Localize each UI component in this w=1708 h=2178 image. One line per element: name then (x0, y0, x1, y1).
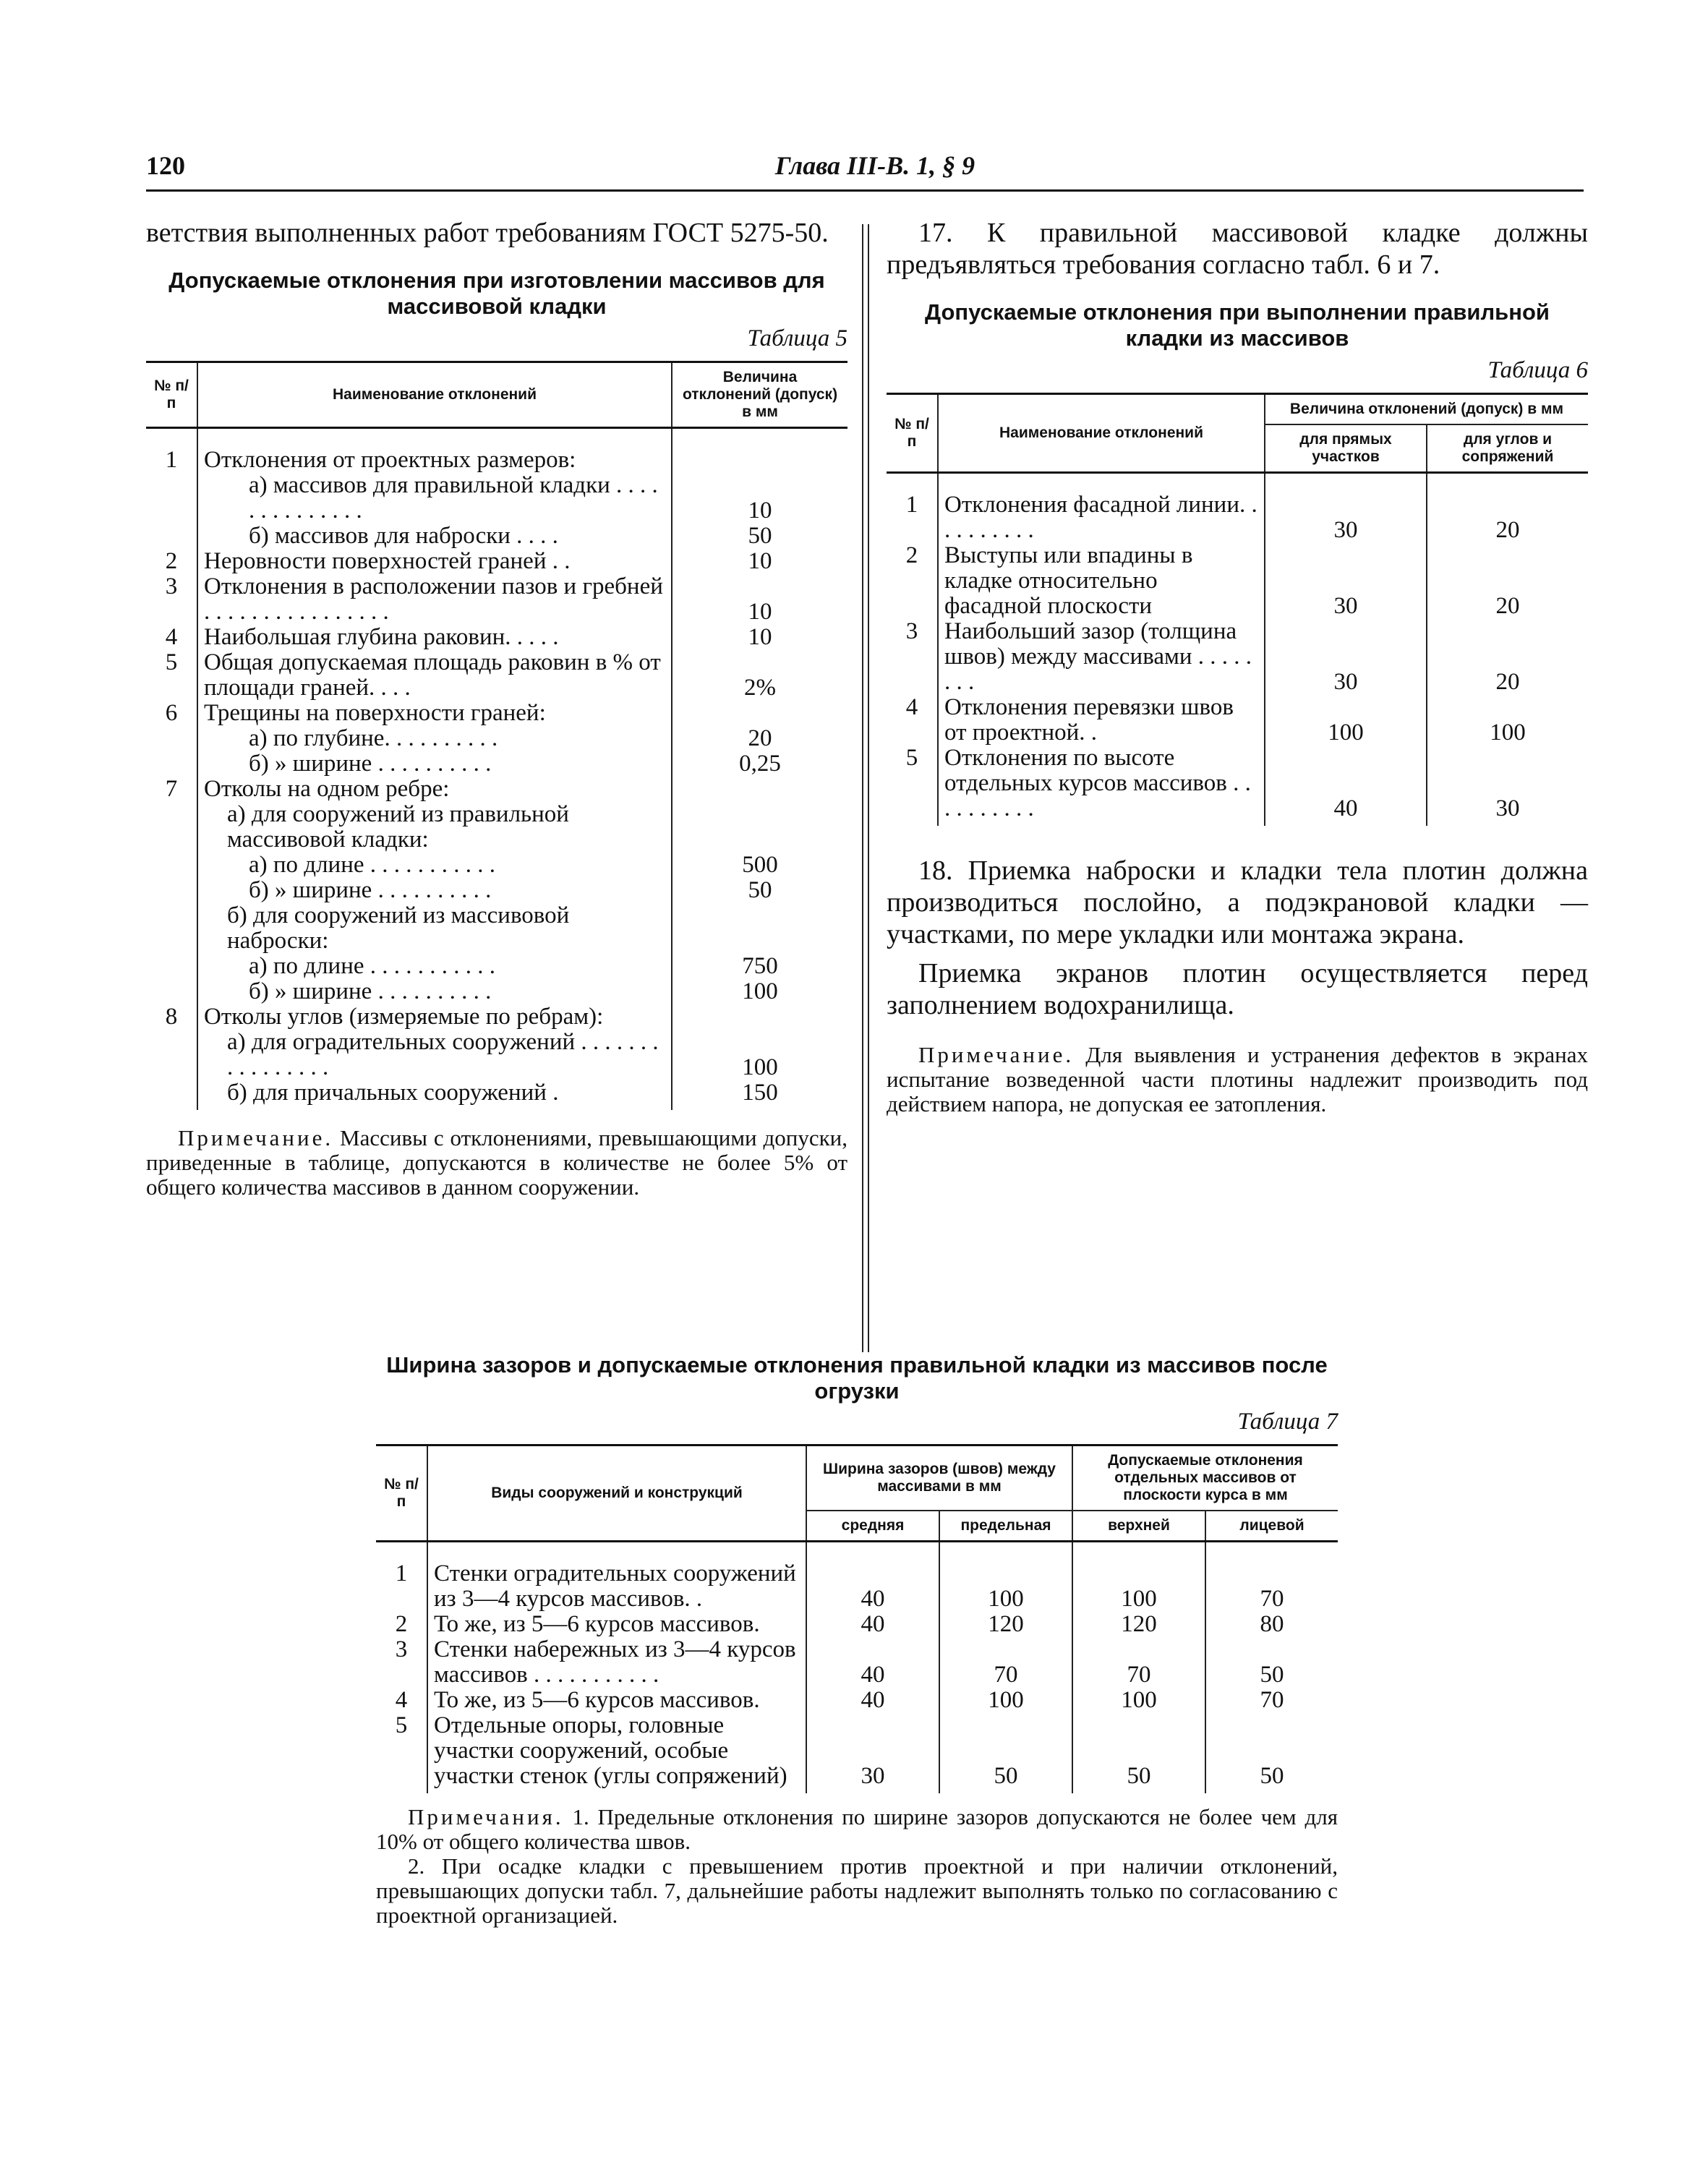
row-max: 70 (939, 1637, 1072, 1688)
table7-section (376, 1352, 1338, 1928)
table7-header-avg: средняя (806, 1511, 939, 1542)
row-number: 3 (165, 573, 178, 599)
table7-header-num: № п/п (384, 1476, 419, 1510)
table6-header-group: Величина отклонений (допуск) в мм (1265, 394, 1588, 425)
row-number (146, 1030, 197, 1080)
table-row (146, 1004, 847, 1030)
row-top: 50 (1072, 1713, 1205, 1793)
table6-caption: Допускаемые отклонения при выполнении правильной кладки из массивов (925, 299, 1550, 351)
table-row (376, 1637, 1338, 1688)
row-name: Отклонения по высоте отдельных курсов массивов . . . . . . . . . . (938, 746, 1265, 826)
table5-header-name: Наименование отклонений (197, 362, 672, 428)
row-face: 80 (1205, 1612, 1338, 1637)
table-row (146, 726, 847, 751)
table-row (887, 746, 1588, 826)
table-row (146, 701, 847, 726)
column-divider (862, 224, 863, 1352)
row-name: То же, из 5—6 курсов массивов. (427, 1612, 806, 1637)
table-row (146, 625, 847, 650)
row-number: 1 (165, 447, 178, 473)
row-value: 0,25 (672, 751, 847, 777)
row-straight: 30 (1265, 473, 1427, 544)
row-face: 70 (1205, 1542, 1338, 1613)
row-max: 100 (939, 1688, 1072, 1713)
row-number (146, 751, 197, 777)
table5-body (146, 428, 847, 1111)
row-face: 50 (1205, 1713, 1338, 1793)
row-value: 2% (672, 650, 847, 701)
table6-label: Таблица 6 (1487, 357, 1588, 383)
row-value: 20 (672, 726, 847, 751)
table7-header-dev-group: Допускаемые отклонения отдельных массивов от плоскости курса в мм (1072, 1445, 1338, 1511)
row-name: б) » ширине . . . . . . . . . . (197, 751, 672, 777)
row-number: 6 (165, 700, 178, 726)
table-row (146, 1030, 847, 1080)
row-name: а) по глубине. . . . . . . . . . (197, 726, 672, 751)
table-row (146, 954, 847, 979)
table6-header-straight: для прямых участков (1265, 424, 1427, 473)
row-value (672, 903, 847, 954)
row-number: 5 (165, 649, 178, 675)
note-lead: Примечание. (178, 1125, 334, 1150)
table-row (146, 878, 847, 903)
intro-paragraph: ветствия выполненных работ требованиям ГОСТ 5275-50. (146, 218, 829, 248)
table7-label: Таблица 7 (1237, 1409, 1338, 1435)
row-number: 4 (395, 1687, 408, 1713)
left-column (146, 217, 847, 1200)
row-value: 50 (672, 878, 847, 903)
row-number: 4 (905, 694, 918, 720)
row-name: б) » ширине . . . . . . . . . . (197, 878, 672, 903)
row-number (146, 802, 197, 853)
table7-header-max: предельная (939, 1511, 1072, 1542)
table7-header-top: верхней (1072, 1511, 1205, 1542)
row-value: 100 (672, 979, 847, 1004)
table-row (146, 777, 847, 802)
row-face: 50 (1205, 1637, 1338, 1688)
row-name: Неровности поверхностей граней . . (197, 549, 672, 574)
row-max: 100 (939, 1542, 1072, 1613)
right-note (887, 1043, 1588, 1116)
table5-caption: Допускаемые отклонения при изготовлении массивов для массивовой кладки (168, 268, 825, 319)
table6-header-corners: для углов и сопряжений (1427, 424, 1588, 473)
row-number (146, 726, 197, 751)
row-corners: 20 (1427, 473, 1588, 544)
row-value: 10 (672, 574, 847, 625)
row-avg: 40 (806, 1637, 939, 1688)
page-number: 120 (146, 151, 185, 180)
row-top: 70 (1072, 1637, 1205, 1688)
row-value (672, 701, 847, 726)
row-name: Отколы на одном ребре: (197, 777, 672, 802)
row-name: а) для сооружений из правильной массивовой кладки: (197, 802, 672, 853)
paragraph-17: 17. К правильной массивовой кладке должны предъявляться требования согласно табл. 6 и 7. (887, 218, 1588, 280)
table6-body (887, 473, 1588, 827)
table-row (146, 524, 847, 549)
row-value: 10 (672, 549, 847, 574)
paragraph-18: 18. Приемка наброски и кладки тела плотин должна производиться послойно, а подэкрановой кладки — участками, по мере укладки или монтажа экрана. (887, 855, 1588, 949)
row-name: Отдельные опоры, головные участки сооружений, особые участки стенок (углы сопряжений) (427, 1713, 806, 1793)
column-divider (868, 224, 869, 1352)
paragraph-18b: Приемка экранов плотин осуществляется перед заполнением водохранилища. (887, 958, 1588, 1020)
row-number: 5 (395, 1712, 408, 1738)
row-number: 3 (395, 1636, 408, 1662)
row-value: 100 (672, 1030, 847, 1080)
row-name: Выступы или впадины в кладке относительно фасадной плоскости (938, 543, 1265, 619)
table7-note2: 2. При осадке кладки с превышением против проектной и при наличии отклонений, превышающих допуски табл. 7, дальнейшие работы надлежит выполнять только по согласованию с проектной организацией. (376, 1853, 1338, 1928)
table-row (376, 1612, 1338, 1637)
row-value (672, 777, 847, 802)
row-name: Наибольший зазор (толщина швов) между массивами . . . . . . . . (938, 619, 1265, 695)
table-row (146, 428, 847, 474)
row-corners: 20 (1427, 543, 1588, 619)
table-row (146, 1080, 847, 1110)
row-number: 8 (165, 1004, 178, 1030)
table-row (146, 853, 847, 878)
table5-label: Таблица 5 (747, 325, 847, 351)
table-row (887, 619, 1588, 695)
table-row (146, 549, 847, 574)
row-max: 50 (939, 1713, 1072, 1793)
table-row (146, 650, 847, 701)
table6-header-name: Наименование отклонений (938, 394, 1265, 473)
row-name: То же, из 5—6 курсов массивов. (427, 1688, 806, 1713)
row-number (146, 1080, 197, 1110)
table7-note1 (376, 1805, 1338, 1854)
row-avg: 30 (806, 1713, 939, 1793)
row-max: 120 (939, 1612, 1072, 1637)
table-row (376, 1713, 1338, 1793)
row-name: Трещины на поверхности граней: (197, 701, 672, 726)
row-name: Общая допускаемая площадь раковин в % от площади граней. . . . (197, 650, 672, 701)
row-number (146, 979, 197, 1004)
row-number: 2 (395, 1611, 408, 1637)
table5-header-value: Величина отклонений (допуск) в мм (672, 362, 847, 428)
row-straight: 30 (1265, 619, 1427, 695)
row-avg: 40 (806, 1688, 939, 1713)
row-number: 3 (905, 618, 918, 644)
table5 (146, 361, 847, 1110)
row-value (672, 428, 847, 474)
table5-note (146, 1126, 847, 1200)
table5-header-num: № п/п (154, 377, 189, 411)
table-row (146, 903, 847, 954)
row-number: 2 (905, 542, 918, 568)
row-number: 4 (165, 624, 178, 650)
table7-body (376, 1542, 1338, 1794)
table7 (376, 1444, 1338, 1793)
row-number: 5 (905, 745, 918, 771)
row-number: 1 (905, 492, 918, 518)
row-name: б) массивов для наброски . . . . (197, 524, 672, 549)
row-number (146, 524, 197, 549)
row-name: а) по длине . . . . . . . . . . . (197, 853, 672, 878)
row-name: Отклонения фасадной линии. . . . . . . . . . (938, 473, 1265, 544)
note-lead: Примечание. (918, 1042, 1075, 1067)
table-row (146, 751, 847, 777)
row-name: б) » ширине . . . . . . . . . . (197, 979, 672, 1004)
table-row (146, 473, 847, 524)
row-value: 10 (672, 625, 847, 650)
table6 (887, 393, 1588, 826)
row-number (146, 473, 197, 524)
table-row (146, 802, 847, 853)
row-value: 10 (672, 473, 847, 524)
row-name: а) по длине . . . . . . . . . . . (197, 954, 672, 979)
row-corners: 100 (1427, 695, 1588, 746)
row-avg: 40 (806, 1542, 939, 1613)
note-text: Массивы с отклонениями, превышающими допуски, приведенные в таблице, допускаются в количестве не более 5% от общего количества массивов в данном сооружении. (146, 1125, 847, 1200)
row-name: Стенки набережных из 3—4 курсов массивов . . . . . . . . . . . (427, 1637, 806, 1688)
note-text: 1. Предельные отклонения по ширине зазоров допускаются не более чем для 10% от общего количества швов. (376, 1804, 1338, 1854)
row-name: Отклонения от проектных размеров: (197, 428, 672, 474)
row-value (672, 802, 847, 853)
table-row (887, 543, 1588, 619)
row-value: 500 (672, 853, 847, 878)
chapter-header: Глава III-В. 1, § 9 (774, 151, 975, 180)
table7-header-name: Виды сооружений и конструкций (427, 1445, 806, 1542)
note-text: Для выявления и устранения дефектов в экранах испытание возведенной части плотины надлежит производить под действием напора, не допуская ее затопления. (887, 1042, 1588, 1116)
row-number: 1 (395, 1560, 408, 1586)
table7-header-gap-group: Ширина зазоров (швов) между массивами в мм (806, 1445, 1072, 1511)
row-name: Отколы углов (измеряемые по ребрам): (197, 1004, 672, 1030)
row-name: а) для оградительных сооружений . . . . . . . . . . . . . . . . (197, 1030, 672, 1080)
row-face: 70 (1205, 1688, 1338, 1713)
row-name: Отклонения в расположении пазов и гребней . . . . . . . . . . . . . . . . (197, 574, 672, 625)
row-straight: 100 (1265, 695, 1427, 746)
row-corners: 30 (1427, 746, 1588, 826)
table-row (887, 473, 1588, 544)
row-name: б) для причальных сооружений . (197, 1080, 672, 1110)
notes-lead: Примечания. (408, 1804, 564, 1829)
table-row (887, 695, 1588, 746)
table-row (376, 1542, 1338, 1613)
row-name: а) массивов для правильной кладки . . . . . . . . . . . . . . (197, 473, 672, 524)
row-number (146, 903, 197, 954)
row-avg: 40 (806, 1612, 939, 1637)
row-top: 100 (1072, 1542, 1205, 1613)
table7-header-face: лицевой (1205, 1511, 1338, 1542)
row-value: 150 (672, 1080, 847, 1110)
row-number: 2 (165, 548, 178, 574)
table-row (376, 1688, 1338, 1713)
row-corners: 20 (1427, 619, 1588, 695)
header-rule (146, 189, 1584, 192)
row-number (146, 853, 197, 878)
row-top: 120 (1072, 1612, 1205, 1637)
row-name: б) для сооружений из массивовой наброски: (197, 903, 672, 954)
table6-header-num: № п/п (894, 416, 929, 450)
row-number (146, 954, 197, 979)
row-value: 750 (672, 954, 847, 979)
row-straight: 40 (1265, 746, 1427, 826)
row-value (672, 1004, 847, 1030)
row-name: Стенки оградительных сооружений из 3—4 курсов массивов. . (427, 1542, 806, 1613)
table7-caption: Ширина зазоров и допускаемые отклонения правильной кладки из массивов после огрузки (386, 1352, 1328, 1404)
row-number: 7 (165, 776, 178, 802)
row-value: 50 (672, 524, 847, 549)
table-row (146, 979, 847, 1004)
right-column (887, 217, 1588, 1116)
row-name: Отклонения перевязки швов от проектной. . (938, 695, 1265, 746)
row-straight: 30 (1265, 543, 1427, 619)
row-top: 100 (1072, 1688, 1205, 1713)
row-number (146, 878, 197, 903)
row-name: Наибольшая глубина раковин. . . . . (197, 625, 672, 650)
table-row (146, 574, 847, 625)
